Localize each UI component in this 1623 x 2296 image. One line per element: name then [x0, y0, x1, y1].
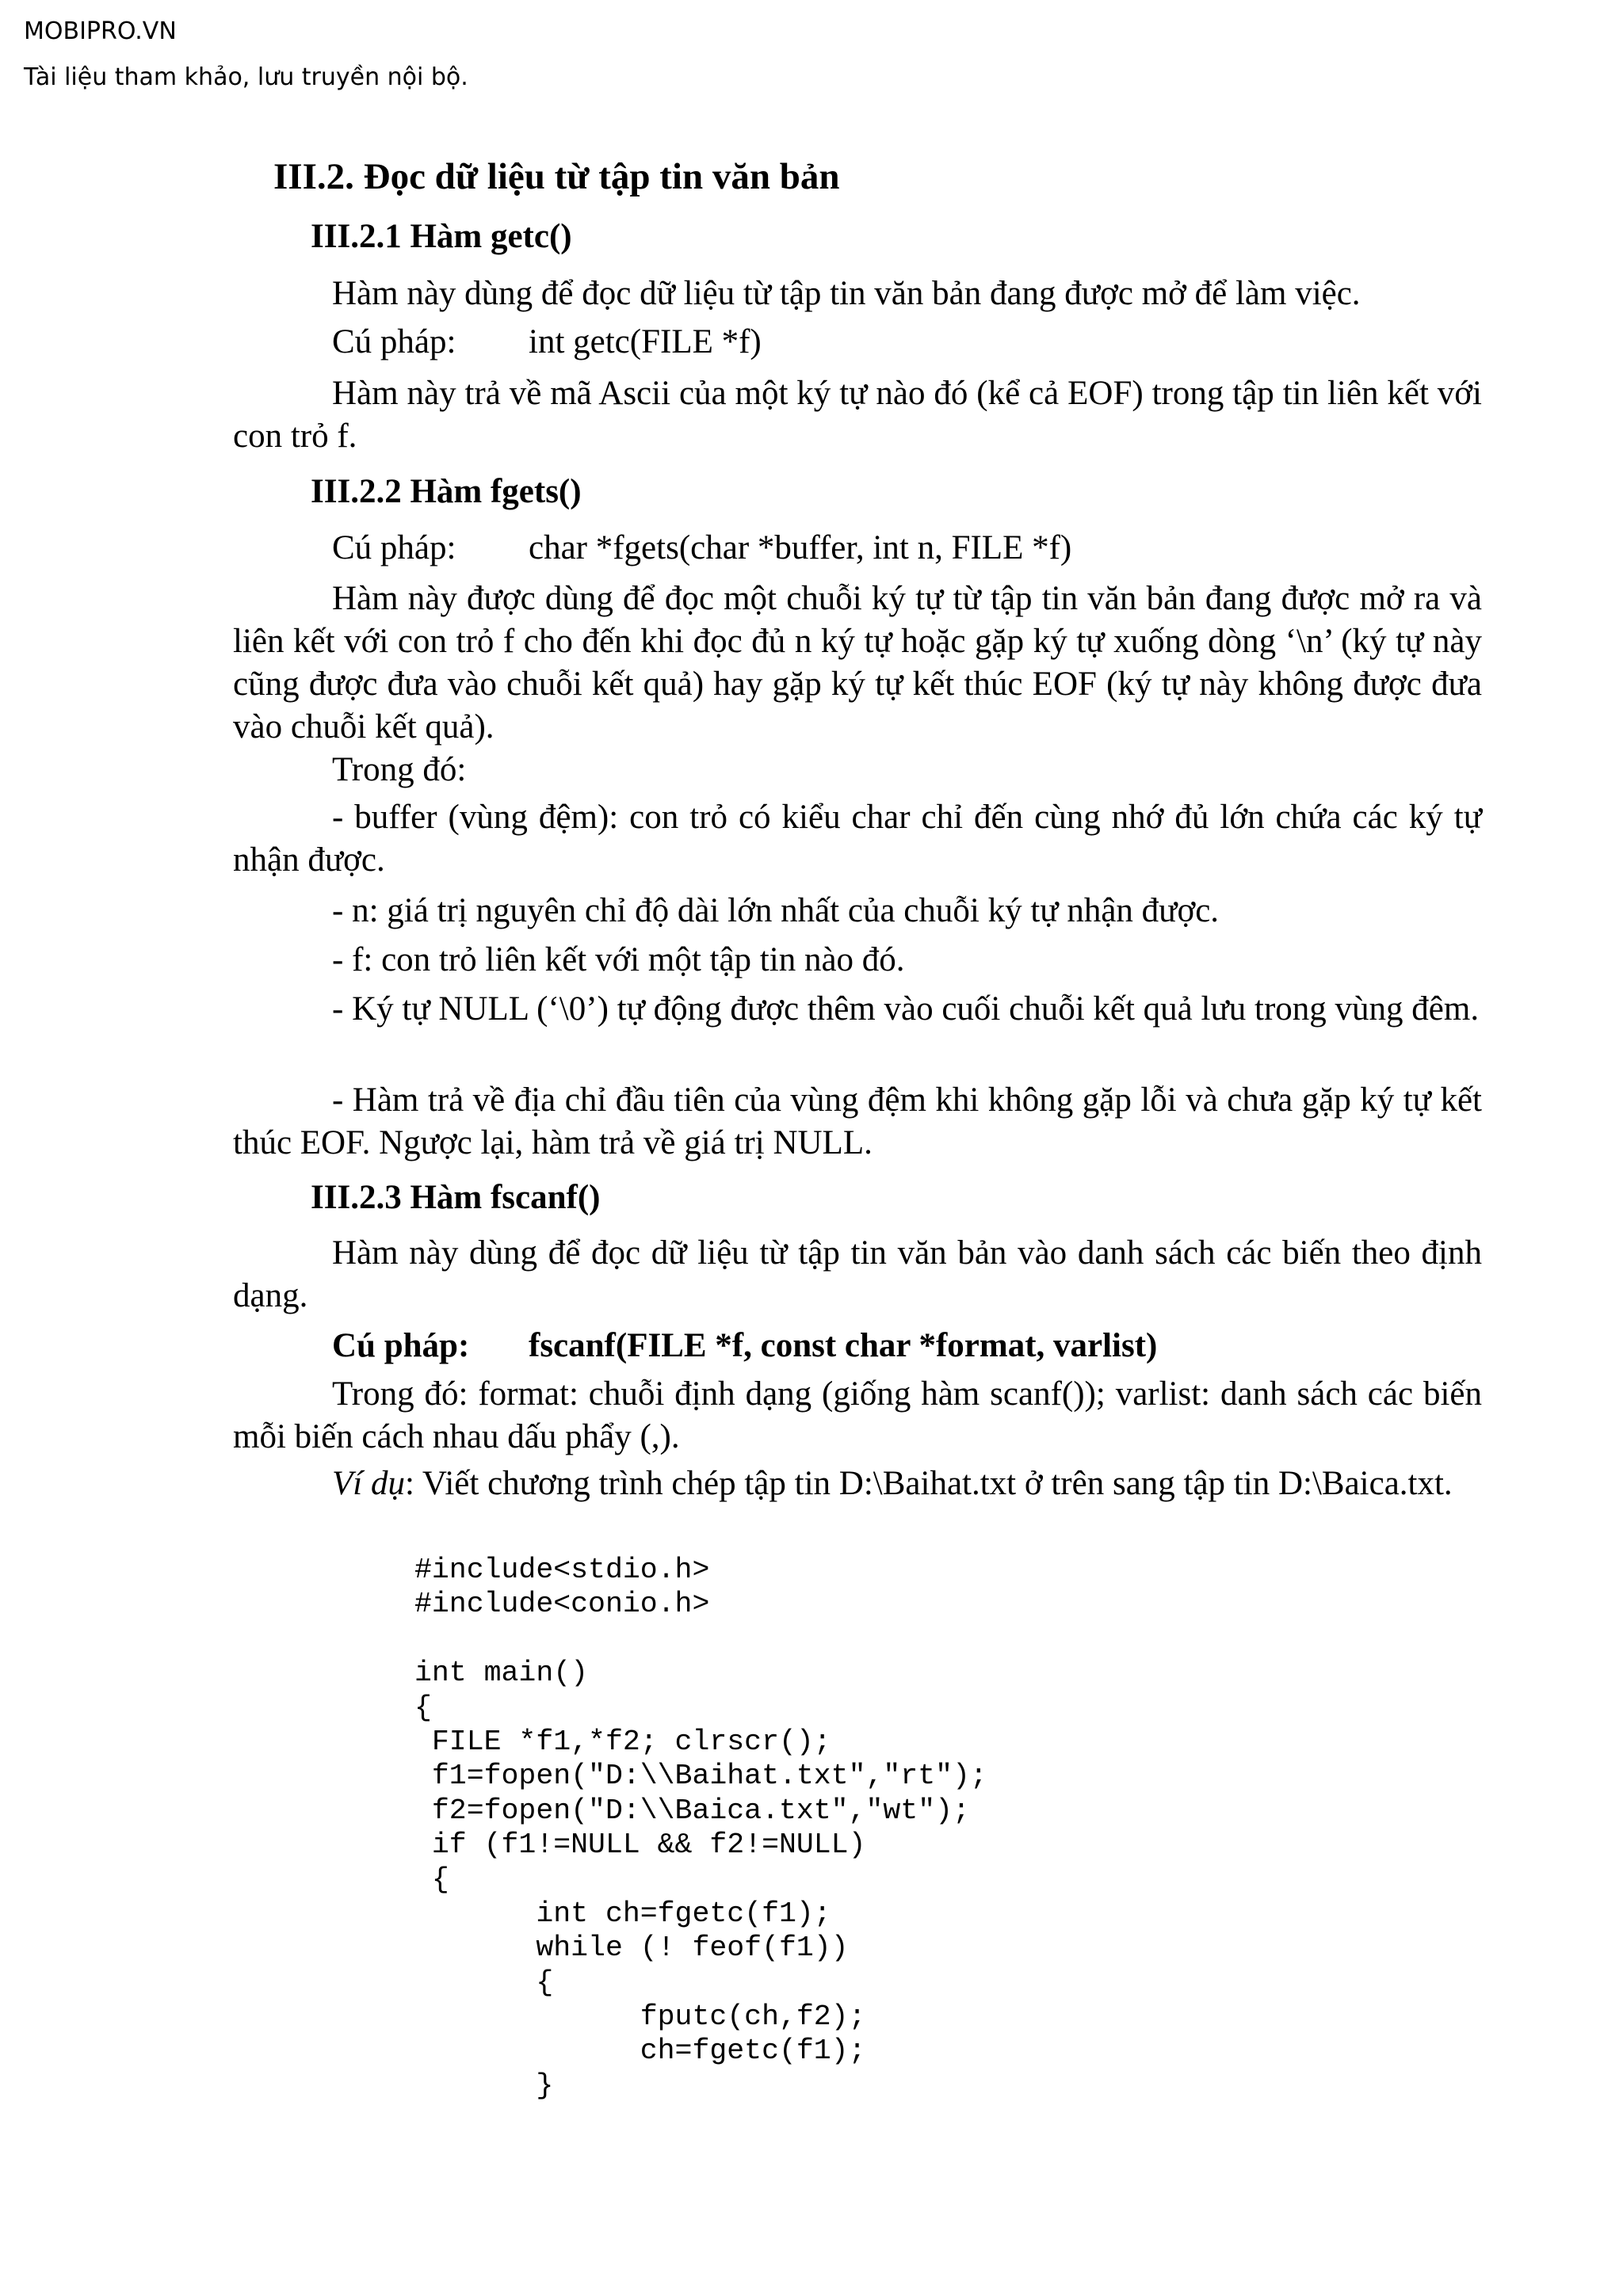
fgets-null-note: - Ký tự NULL (‘\0’) tự động được thêm vào cuối chuỗi kết quả lưu trong vùng đêm. [332, 990, 1480, 1028]
fgets-param-n: - n: giá trị nguyên chỉ độ dài lớn nhất của chuỗi ký tự nhận được. [332, 892, 1220, 929]
code-line: { [414, 1691, 432, 1724]
getc-syntax-label: Cú pháp: [332, 323, 456, 360]
code-line: int main() [414, 1657, 589, 1690]
fscanf-syntax: fscanf(FILE *f, const char *format, varlist) [529, 1327, 1158, 1364]
getc-returns: Hàm này trả về mã Ascii của một ký tự nào đó (kể cả EOF) trong tập tin liên kết với con trỏ f. [233, 375, 1482, 455]
code-line: FILE *f1,*f2; clrscr(); [414, 1725, 831, 1758]
code-line: #include<conio.h> [414, 1588, 710, 1621]
code-line: ch=fgetc(f1); [414, 2035, 866, 2068]
fgets-syntax: char *fgets(char *buffer, int n, FILE *f) [529, 529, 1072, 566]
code-line: int ch=fgetc(f1); [414, 1897, 831, 1930]
code-line: f2=fopen("D:\\Baica.txt","wt"); [414, 1794, 970, 1827]
site-header: MOBIPRO.VN [24, 17, 177, 45]
getc-description: Hàm này dùng để đọc dữ liệu từ tập tin văn bản đang được mở để làm việc. [332, 275, 1361, 312]
fgets-param-f: - f: con trỏ liên kết với một tập tin nào đó. [332, 941, 905, 978]
fgets-return-note: - Hàm trả về địa chỉ đầu tiên của vùng đệm khi không gặp lỗi và chưa gặp ký tự kết thúc EOF. Ngược lại, hàm trả về giá trị NULL. [233, 1081, 1482, 1161]
code-line: { [414, 1966, 554, 1999]
getc-syntax: int getc(FILE *f) [529, 323, 762, 360]
fgets-param-buffer: - buffer (vùng đệm): con trỏ có kiểu char chỉ đến cùng nhớ đủ lớn chứa các ký tự nhận được. [233, 799, 1482, 879]
code-line [414, 1622, 987, 1656]
code-line: { [414, 1863, 449, 1896]
getc-heading: III.2.1 Hàm getc() [311, 218, 572, 255]
fgets-syntax-label: Cú pháp: [332, 529, 456, 566]
example-text: : Viết chương trình chép tập tin D:\Baihat.txt ở trên sang tập tin D:\Baica.txt. [404, 1465, 1453, 1502]
example-label: Ví dụ [332, 1465, 405, 1502]
code-line: fputc(ch,f2); [414, 2000, 866, 2034]
fgets-description: Hàm này được dùng để đọc một chuỗi ký tự từ tập tin văn bản đang được mở ra và liên kết với con trỏ f cho đến khi đọc đủ n ký tự hoặc gặp ký tự xuống dòng ‘\n’ (ký tự này cũng được đưa vào chuỗi kết quả) hay gặp ký tự kết thúc EOF (ký tự này không được đưa vào chuỗi kết quả). [233, 580, 1482, 746]
fscanf-syntax-label: Cú pháp: [332, 1327, 470, 1364]
section-title: III.2. Đọc dữ liệu từ tập tin văn bản [273, 156, 840, 197]
fscanf-heading: III.2.3 Hàm fscanf() [311, 1179, 601, 1216]
code-listing [414, 1553, 987, 2103]
fscanf-description: Hàm này dùng để đọc dữ liệu từ tập tin văn bản vào danh sách các biến theo định dạng. [233, 1234, 1482, 1314]
header-note: Tài liệu tham khảo, lưu truyền nội bộ. [24, 63, 468, 91]
fscanf-where: Trong đó: format: chuỗi định dạng (giống hàm scanf()); varlist: danh sách các biến mỗi biến cách nhau dấu phẩy (,). [233, 1375, 1482, 1455]
code-line: } [414, 2069, 554, 2102]
code-line: if (f1!=NULL && f2!=NULL) [414, 1829, 866, 1862]
code-line: #include<stdio.h> [414, 1554, 710, 1586]
example-paragraph [233, 1463, 1482, 1505]
code-line: while (! feof(f1)) [414, 1932, 849, 1965]
fgets-heading: III.2.2 Hàm fgets() [311, 473, 582, 510]
code-line: f1=fopen("D:\\Baihat.txt","rt"); [414, 1760, 987, 1793]
fgets-where: Trong đó: [332, 751, 467, 788]
